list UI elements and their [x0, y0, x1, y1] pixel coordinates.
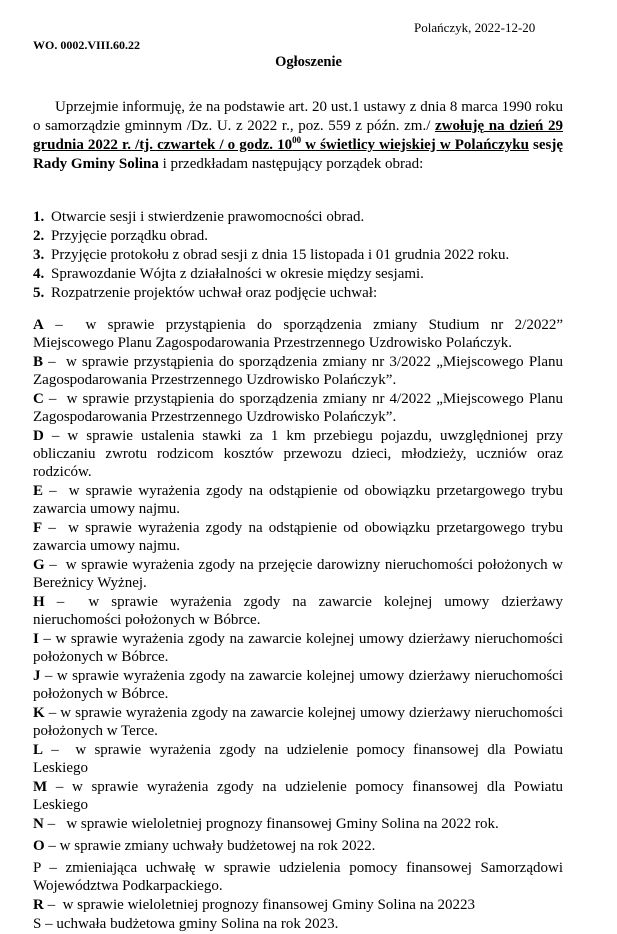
resolution-separator: –	[38, 631, 56, 647]
resolutions-list	[33, 316, 563, 934]
resolution-item	[33, 482, 563, 518]
resolution-item	[33, 837, 563, 855]
resolution-letter: N	[33, 816, 44, 832]
resolution-item	[33, 667, 563, 703]
resolution-text: w sprawie przystąpienia do sporządzenia zmiany nr 4/2022 „Miejscowego Planu Zagospodarowania Przestrzennego Uzdrowisko Polańczyk”.	[33, 391, 563, 425]
resolution-item	[33, 353, 563, 389]
resolution-item	[33, 427, 563, 481]
intro-closing: i przedkładam następujący porządek obrad:	[158, 156, 424, 172]
agenda-list	[33, 208, 563, 303]
resolution-letter: C	[33, 391, 44, 407]
resolution-text: w sprawie wieloletniej prognozy finansowej Gminy Solina na 20223	[62, 897, 476, 913]
intro-text: Uprzejmie informuję, że na podstawie art. 20 ust.1 ustawy z dnia 8 marca 1990 roku o samorządzie gminnym /Dz. U. z 2022 r., poz. 559 z późn. zm./	[33, 99, 563, 134]
resolution-item	[33, 630, 563, 666]
resolution-item	[33, 741, 563, 777]
session-name: sesję Rady Gminy Solina	[33, 137, 564, 172]
agenda-number: 5.	[33, 285, 45, 301]
convening-date: zwołuję na dzień 29 grudnia 2022 r. /tj. czwartek / o godz. 10	[33, 118, 563, 153]
resolution-text: w sprawie wieloletniej prognozy finansowej Gminy Solina na 2022 rok.	[66, 816, 499, 832]
agenda-item	[33, 265, 563, 284]
resolution-letter: J	[33, 668, 41, 684]
resolution-text: zmieniająca uchwałę w sprawie udzielenia pomocy finansowej Samorządowi Województwa Podkarpackiego.	[33, 860, 564, 894]
intro-paragraph	[33, 98, 563, 174]
resolution-text: w sprawie przystąpienia do sporządzenia zmiany Studium nr 2/2022” Miejscowego Planu Zagospodarowania Przestrzennego Uzdrowisko Polańczyk.	[33, 317, 563, 351]
resolution-text: w sprawie wyrażenia zgody na udzielenie pomocy finansowej dla Powiatu Leskiego	[33, 742, 563, 776]
agenda-item	[33, 246, 563, 265]
resolution-separator: –	[42, 520, 69, 536]
agenda-text: Otwarcie sesji i stwierdzenie prawomocności obrad.	[51, 209, 365, 225]
agenda-item	[33, 227, 563, 246]
resolution-letter: S	[33, 916, 42, 932]
resolution-separator: –	[44, 838, 60, 854]
resolution-letter: D	[33, 428, 44, 444]
resolution-letter: H	[33, 594, 45, 610]
agenda-number: 3.	[33, 247, 45, 263]
agenda-number: 4.	[33, 266, 45, 282]
resolution-text: w sprawie wyrażenia zgody na zawarcie kolejnej umowy dzierżawy nieruchomości położonych w Bóbrce.	[33, 668, 563, 702]
agenda-text: Przyjęcie porządku obrad.	[51, 228, 209, 244]
resolution-letter: I	[33, 631, 39, 647]
document-title: Ogłoszenie	[275, 54, 342, 70]
resolution-separator: –	[43, 354, 66, 370]
resolution-item	[33, 556, 563, 592]
resolution-text: w sprawie wyrażenia zgody na zawarcie kolejnej umowy dzierżawy nieruchomości położonych w Terce.	[33, 705, 564, 739]
resolution-text: w sprawie przystąpienia do sporządzenia zmiany nr 3/2022 „Miejscowego Planu Zagospodarowania Przestrzennego Uzdrowisko Polańczyk”.	[33, 354, 563, 388]
resolution-separator: –	[43, 391, 67, 407]
resolution-letter: K	[33, 705, 45, 721]
resolution-letter: A	[33, 317, 44, 333]
resolution-letter: L	[33, 742, 44, 758]
resolution-separator: –	[40, 860, 66, 876]
resolution-separator: –	[44, 705, 61, 721]
resolution-letter: B	[33, 354, 44, 370]
resolution-text: w sprawie ustalenia stawki za 1 km przebiegu pojazdu, uwzględnionej przy obliczaniu zwrotu rodzicom kosztów przewozu dzieci, młodzieży, uczniów oraz rodziców.	[33, 428, 563, 480]
place-date: Polańczyk, 2022-12-20	[414, 20, 536, 35]
resolution-item	[33, 778, 563, 814]
resolution-item	[33, 316, 563, 352]
agenda-number: 1.	[33, 209, 45, 225]
resolution-text: w sprawie wyrażenia zgody na zawarcie kolejnej umowy dzierżawy nieruchomości położonych w Bóbrce.	[33, 594, 563, 628]
resolution-item	[33, 593, 563, 629]
resolution-letter: P	[33, 860, 41, 876]
resolution-letter: R	[33, 897, 44, 913]
resolution-separator: –	[43, 897, 63, 913]
resolution-separator: –	[43, 483, 69, 499]
resolution-letter: G	[33, 557, 45, 573]
resolution-separator: –	[47, 779, 72, 795]
agenda-text: Przyjęcie protokołu z obrad sesji z dnia 15 listopada i 01 grudnia 2022 roku.	[51, 247, 510, 263]
resolution-item	[33, 390, 563, 426]
resolution-item	[33, 704, 563, 740]
resolution-item	[33, 896, 563, 914]
resolution-separator: –	[41, 916, 57, 932]
agenda-text: Rozpatrzenie projektów uchwał oraz podjęcie uchwał:	[51, 285, 378, 301]
resolution-letter: F	[33, 520, 43, 536]
resolution-text: w sprawie wyrażenia zgody na odstąpienie od obowiązku przetargowego trybu zawarcia umowy najmu.	[33, 483, 563, 517]
resolution-text: w sprawie zmiany uchwały budżetowej na rok 2022.	[59, 838, 376, 854]
resolution-separator: –	[44, 594, 89, 610]
time-minutes: 00	[292, 135, 302, 145]
resolution-separator: –	[40, 668, 57, 684]
resolution-text: w sprawie wyrażenia zgody na udzielenie pomocy finansowej dla Powiatu Leskiego	[33, 779, 563, 813]
resolution-text: w sprawie wyrażenia zgody na zawarcie kolejnej umowy dzierżawy nieruchomości położonych w Bóbrce.	[33, 631, 563, 665]
resolution-text: w sprawie wyrażenia zgody na odstąpienie od obowiązku przetargowego trybu zawarcia umowy najmu.	[33, 520, 563, 554]
resolution-item	[33, 519, 563, 555]
resolution-separator: –	[44, 557, 66, 573]
resolution-item	[33, 915, 563, 933]
resolution-separator: –	[43, 816, 67, 832]
resolution-text: w sprawie wyrażenia zgody na przejęcie darowizny nieruchomości położonych w Bereżnicy Wyżnej.	[33, 557, 563, 591]
resolution-separator: –	[43, 742, 76, 758]
resolution-separator: –	[43, 428, 68, 444]
agenda-text: Sprawozdanie Wójta z działalności w okresie między sesjami.	[51, 266, 424, 282]
resolution-text: uchwała budżetowa gminy Solina na rok 2023.	[56, 916, 339, 932]
resolution-separator: –	[43, 317, 86, 333]
resolution-item	[33, 859, 563, 895]
agenda-item	[33, 284, 563, 303]
convening-place: w świetlicy wiejskiej w Polańczyku	[301, 137, 529, 153]
agenda-number: 2.	[33, 228, 45, 244]
resolution-item	[33, 815, 563, 833]
resolution-letter: E	[33, 483, 44, 499]
agenda-item	[33, 208, 563, 227]
resolution-letter: O	[33, 838, 45, 854]
resolution-letter: M	[33, 779, 48, 795]
reference-number: WO. 0002.VIII.60.22	[33, 38, 141, 52]
